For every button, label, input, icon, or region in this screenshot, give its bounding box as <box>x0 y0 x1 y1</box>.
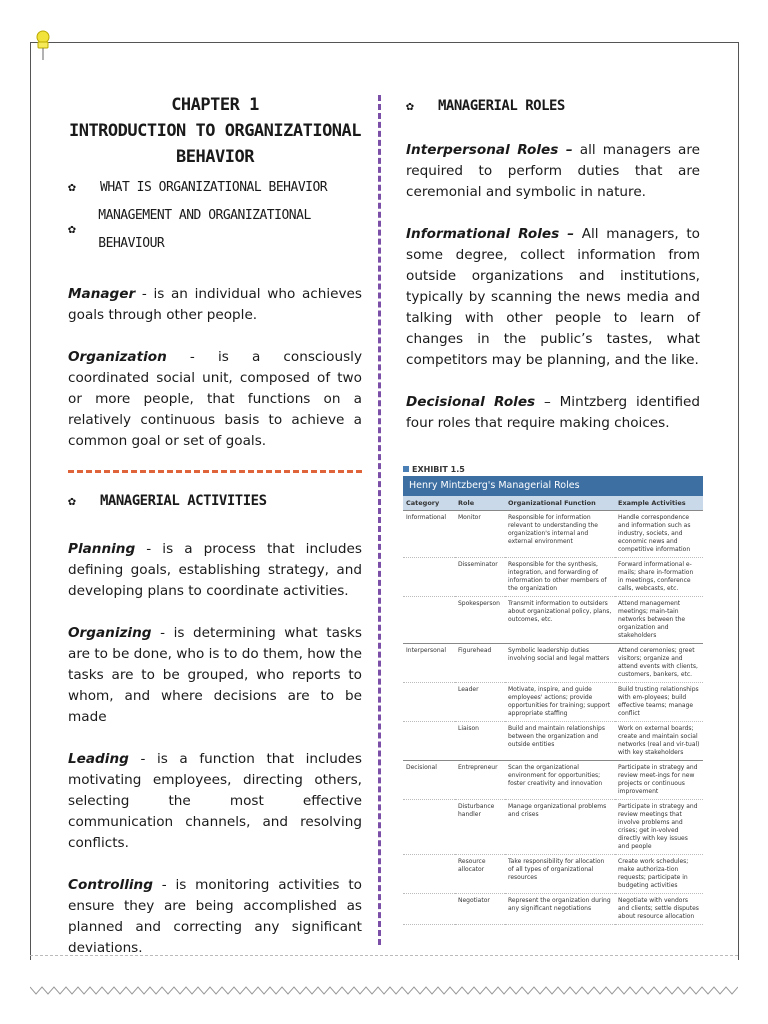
column-header: Example Activities <box>615 496 703 511</box>
exhibit-number: EXHIBIT 1.5 <box>412 464 465 474</box>
definition: - is an individual who achieves goals through other people. <box>68 286 362 323</box>
paw-icon: ✿ <box>406 98 414 114</box>
table-row <box>403 597 703 644</box>
list-item <box>68 202 362 258</box>
role-cell: Resource allocator <box>455 855 505 894</box>
organization-definition <box>68 347 362 452</box>
controlling-definition <box>68 875 362 959</box>
roles-table <box>403 496 703 925</box>
function-cell: Scan the organizational environment for opportunities; foster creativity and innovation <box>505 761 615 800</box>
table-row <box>403 722 703 761</box>
table-row <box>403 800 703 855</box>
example-cell: Participate in strategy and review meet-ings for new projects or continuous improvement <box>615 761 703 800</box>
function-cell: Transmit information to outsiders about organizational policy, plans, outcomes, etc. <box>505 597 615 644</box>
page-frame-left <box>30 42 31 960</box>
category-cell <box>403 683 455 722</box>
function-cell: Take responsibility for allocation of all types of organizational resources <box>505 855 615 894</box>
left-column <box>68 92 362 959</box>
function-cell: Manage organizational problems and crises <box>505 800 615 855</box>
term: Decisional Roles <box>406 394 536 410</box>
category-cell <box>403 597 455 644</box>
topic-label: WHAT IS ORGANIZATIONAL BEHAVIOR <box>100 180 328 195</box>
section-separator <box>68 470 362 473</box>
role-cell: Negotiator <box>455 894 505 925</box>
role-cell: Disturbance handler <box>455 800 505 855</box>
column-header: Role <box>455 496 505 511</box>
definition: All managers, to some degree, collect information from outside organizations and institutions, typically by scanning the news media and talking with other people to learn of changes in the public’s tastes, what competitors may be planning, and the like. <box>406 226 701 368</box>
category-cell <box>403 855 455 894</box>
table-row <box>403 761 703 800</box>
manager-definition <box>68 284 362 326</box>
example-cell: Work on external boards; create and maintain social networks (real and vir-tual) with key stakeholders <box>615 722 703 761</box>
zigzag-border <box>30 985 738 995</box>
definition: - is a process that includes defining goals, establishing strategy, and developing plans to coordinate activities. <box>68 541 362 599</box>
example-cell: Attend ceremonies; greet visitors; organize and attend events with clients, customers, bankers, etc. <box>615 644 703 683</box>
column-header: Organizational Function <box>505 496 615 511</box>
decisional-definition <box>406 392 700 434</box>
section-heading <box>68 493 362 509</box>
term: Planning <box>68 541 136 557</box>
term: Organizing <box>68 625 152 641</box>
heading-text: MANAGERIAL ROLES <box>438 98 565 114</box>
definition: all managers are required to perform duties that are ceremonial and symbolic in nature. <box>406 142 700 200</box>
category-cell <box>403 894 455 925</box>
example-cell: Create work schedules; make authoriza-tion requests; participate in budgeting activities <box>615 855 703 894</box>
term: Controlling <box>68 877 153 893</box>
chapter-title-line: INTRODUCTION TO ORGANIZATIONAL <box>68 121 362 141</box>
role-cell: Spokesperson <box>455 597 505 644</box>
topic-list <box>68 174 362 258</box>
heading-text: MANAGERIAL ACTIVITIES <box>100 493 267 509</box>
category-cell <box>403 558 455 597</box>
example-cell: Forward informational e-mails; share in-formation in meetings, conference calls, webcasts, etc. <box>615 558 703 597</box>
term: Informational Roles – <box>406 226 575 242</box>
table-row <box>403 511 703 558</box>
table-row <box>403 644 703 683</box>
function-cell: Responsible for the synthesis, integration, and forwarding of information to other members of the organization <box>505 558 615 597</box>
definition: - is monitoring activities to ensure they are being accomplished as planned and correcting any significant deviations. <box>68 877 362 956</box>
table-header-row <box>403 496 703 511</box>
function-cell: Symbolic leadership duties involving social and legal matters <box>505 644 615 683</box>
role-cell: Entrepreneur <box>455 761 505 800</box>
example-cell: Build trusting relationships with em-ployees; build effective teams; manage conflict <box>615 683 703 722</box>
term: Manager <box>68 286 136 302</box>
category-cell <box>403 800 455 855</box>
interpersonal-definition <box>406 140 700 203</box>
section-heading <box>406 98 700 114</box>
exhibit-title: Henry Mintzberg's Managerial Roles <box>403 476 703 496</box>
leading-definition <box>68 749 362 854</box>
right-column <box>406 92 700 434</box>
square-icon <box>403 466 409 472</box>
example-cell: Negotiate with vendors and clients; settle disputes about resource allocation <box>615 894 703 925</box>
exhibit-label <box>403 462 703 476</box>
role-cell: Figurehead <box>455 644 505 683</box>
term: Leading <box>68 751 129 767</box>
category-cell <box>403 722 455 761</box>
definition: - is a consciously coordinated social unit, composed of two or more people, that functions on a relatively continuous basis to achieve a common goal or set of goals. <box>68 349 362 449</box>
chapter-number: CHAPTER 1 <box>171 95 259 115</box>
example-cell: Handle correspondence and information such as industry, societs, and economic news and competitive information <box>615 511 703 558</box>
role-cell: Liaison <box>455 722 505 761</box>
definition: - is a function that includes motivating employees, directing others, selecting the most effective communication channels, and resolving conflicts. <box>68 751 362 851</box>
role-cell: Leader <box>455 683 505 722</box>
column-divider <box>378 95 381 945</box>
column-header: Category <box>403 496 455 511</box>
chapter-title <box>68 92 362 170</box>
chapter-title-line: BEHAVIOR <box>176 147 254 167</box>
definition: - is determining what tasks are to be done, who is to do them, how the tasks are to be grouped, who reports to whom, and where decisions are to be made <box>68 625 362 725</box>
page-frame-top <box>30 42 738 43</box>
example-cell: Participate in strategy and review meetings that involve problems and crises; get in-volved directly with key issues and people <box>615 800 703 855</box>
role-cell: Monitor <box>455 511 505 558</box>
pushpin-icon <box>32 30 54 62</box>
role-cell: Disseminator <box>455 558 505 597</box>
paw-icon: ✿ <box>68 222 76 237</box>
paw-icon: ✿ <box>68 493 76 509</box>
page-frame-right <box>738 42 739 960</box>
category-cell: Interpersonal <box>403 644 455 683</box>
list-item <box>68 174 362 202</box>
table-row <box>403 558 703 597</box>
function-cell: Build and maintain relationships between the organization and outside entities <box>505 722 615 761</box>
organizing-definition <box>68 623 362 728</box>
function-cell: Responsible for information relevant to understanding the organization's internal and external environment <box>505 511 615 558</box>
definition: – Mintzberg identified four roles that require making choices. <box>406 394 700 431</box>
table-row <box>403 683 703 722</box>
table-row <box>403 855 703 894</box>
function-cell: Represent the organization during any significant negotiations <box>505 894 615 925</box>
topic-label: MANAGEMENT AND ORGANIZATIONAL BEHAVIOUR <box>98 208 311 251</box>
exhibit-table-image <box>403 462 703 952</box>
term: Organization <box>68 349 167 365</box>
function-cell: Motivate, inspire, and guide employees' actions; provide opportunities for training; support appropriate staffing <box>505 683 615 722</box>
informational-definition <box>406 224 700 371</box>
category-cell: Decisional <box>403 761 455 800</box>
table-row <box>403 894 703 925</box>
planning-definition <box>68 539 362 602</box>
term: Interpersonal Roles – <box>406 142 573 158</box>
category-cell: Informational <box>403 511 455 558</box>
paw-icon: ✿ <box>68 180 76 195</box>
example-cell: Attend management meetings; main-tain networks between the organization and stakeholders <box>615 597 703 644</box>
